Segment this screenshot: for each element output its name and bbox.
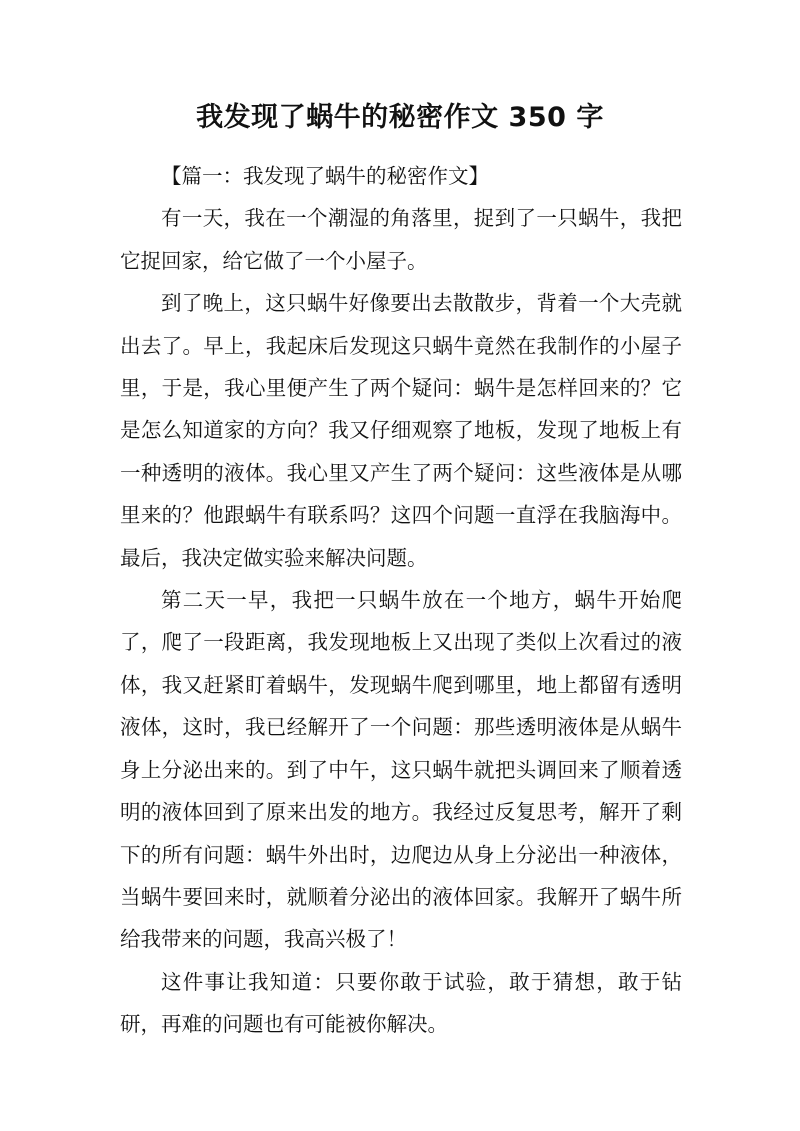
paragraph: 这件事让我知道：只要你敢于试验，敢于猜想，敢于钻研，再难的问题也有可能被你解决。	[120, 969, 682, 1037]
document-body	[120, 155, 682, 1046]
paragraph: 到了晚上，这只蜗牛好像要出去散散步，背着一个大壳就出去了。早上，我起床后发现这只蜗牛竟然在我制作的小屋子里，于是，我心里便产生了两个疑问：蜗牛是怎样回来的？它是怎么知道家的方向？我又仔细观察了地板，发现了地板上有一种透明的液体。我心里又产生了两个疑问：这些液体是从哪里来的？他跟蜗牛有联系吗？这四个问题一直浮在我脑海中。最后，我决定做实验来解决问题。	[120, 291, 682, 570]
paragraph: 有一天，我在一个潮湿的角落里，捉到了一只蜗牛，我把它捉回家，给它做了一个小屋子。	[120, 206, 682, 273]
section-heading: 【篇一：我发现了蜗牛的秘密作文】	[161, 164, 489, 188]
document-title: 我发现了蜗牛的秘密作文 350 字	[196, 102, 604, 133]
paragraph: 第二天一早，我把一只蜗牛放在一个地方，蜗牛开始爬了，爬了一段距离，我发现地板上又出现了类似上次看过的液体，我又赶紧盯着蜗牛，发现蜗牛爬到哪里，地上都留有透明液体，这时，我已经解开了一个问题：那些透明液体是从蜗牛身上分泌出来的。到了中午，这只蜗牛就把头调回来了顺着透明的液体回到了原来出发的地方。我经过反复思考，解开了剩下的所有问题：蜗牛外出时，边爬边从身上分泌出一种液体，当蜗牛要回来时，就顺着分泌出的液体回家。我解开了蜗牛所给我带来的问题，我高兴极了！	[120, 588, 682, 952]
